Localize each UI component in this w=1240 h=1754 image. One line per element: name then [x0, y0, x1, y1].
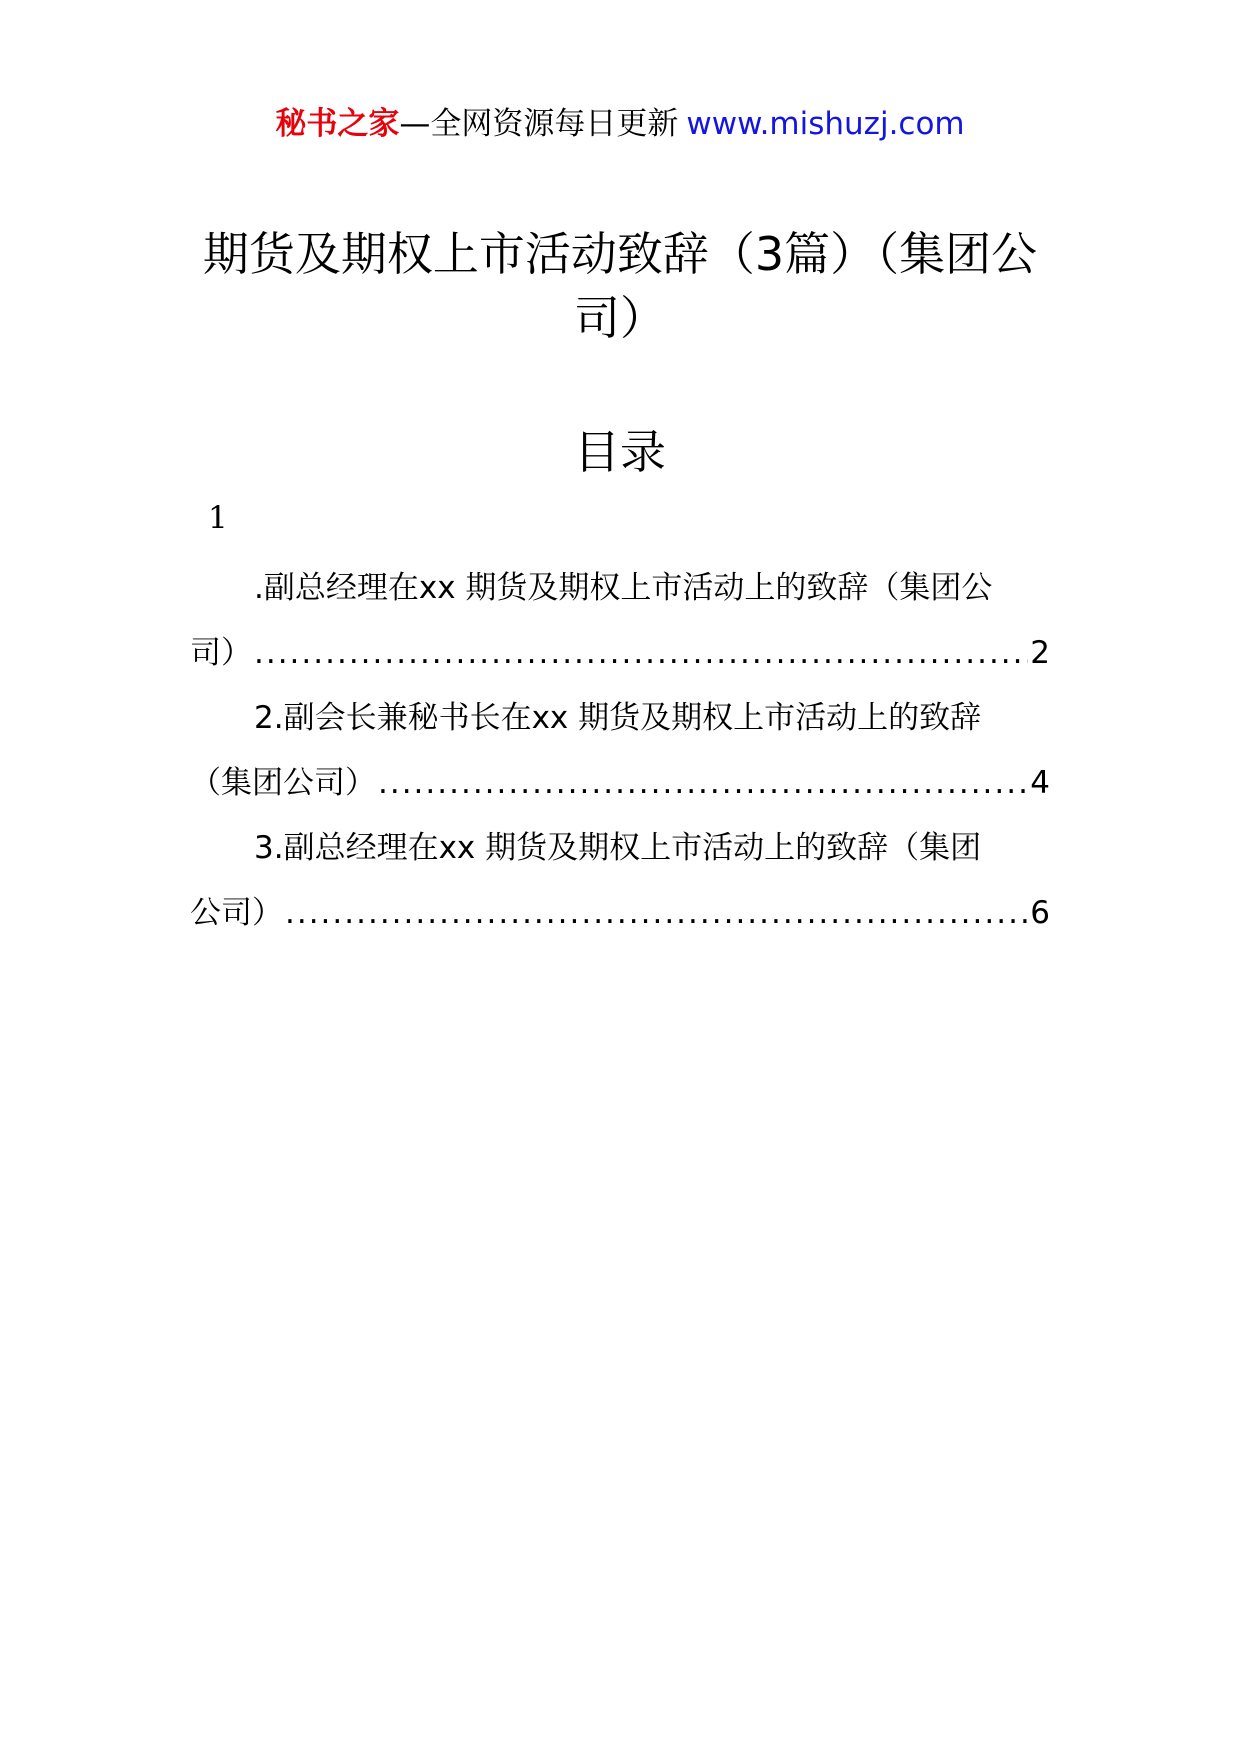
- toc-entry-title-cont: 公司）: [190, 895, 283, 931]
- toc-entry-3[interactable]: [190, 816, 1050, 946]
- toc-entry-title-cont: 司）: [190, 635, 252, 671]
- dot-leader: [378, 751, 1028, 816]
- toc-heading: 目录: [574, 425, 666, 479]
- site-slogan: —全网资源每日更新: [399, 106, 679, 142]
- toc-entry-2[interactable]: [190, 686, 1050, 816]
- toc-page-number: 2: [1030, 635, 1050, 671]
- table-of-contents: [190, 556, 1050, 946]
- toc-number-prefix: 1: [208, 500, 228, 536]
- toc-page-number: 6: [1030, 895, 1050, 931]
- site-header: [0, 100, 1240, 148]
- toc-entry-title: 3.副总经理在xx 期货及期权上市活动上的致辞（集团: [254, 830, 982, 866]
- toc-entry-title-cont: （集团公司）: [190, 765, 376, 801]
- toc-entry-title: .副总经理在xx 期货及期权上市活动上的致辞（集团公: [254, 570, 993, 606]
- site-brand: 秘书之家: [275, 106, 400, 142]
- dot-leader: [254, 621, 1028, 686]
- document-title: 期货及期权上市活动致辞（3篇）（集团公司）: [202, 227, 1038, 345]
- toc-entry-title: 2.副会长兼秘书长在xx 期货及期权上市活动上的致辞: [254, 700, 982, 736]
- site-url-link[interactable]: www.mishuzj.com: [686, 106, 965, 142]
- toc-entry-1[interactable]: [190, 556, 1050, 686]
- toc-page-number: 4: [1030, 765, 1050, 801]
- dot-leader: [285, 881, 1028, 946]
